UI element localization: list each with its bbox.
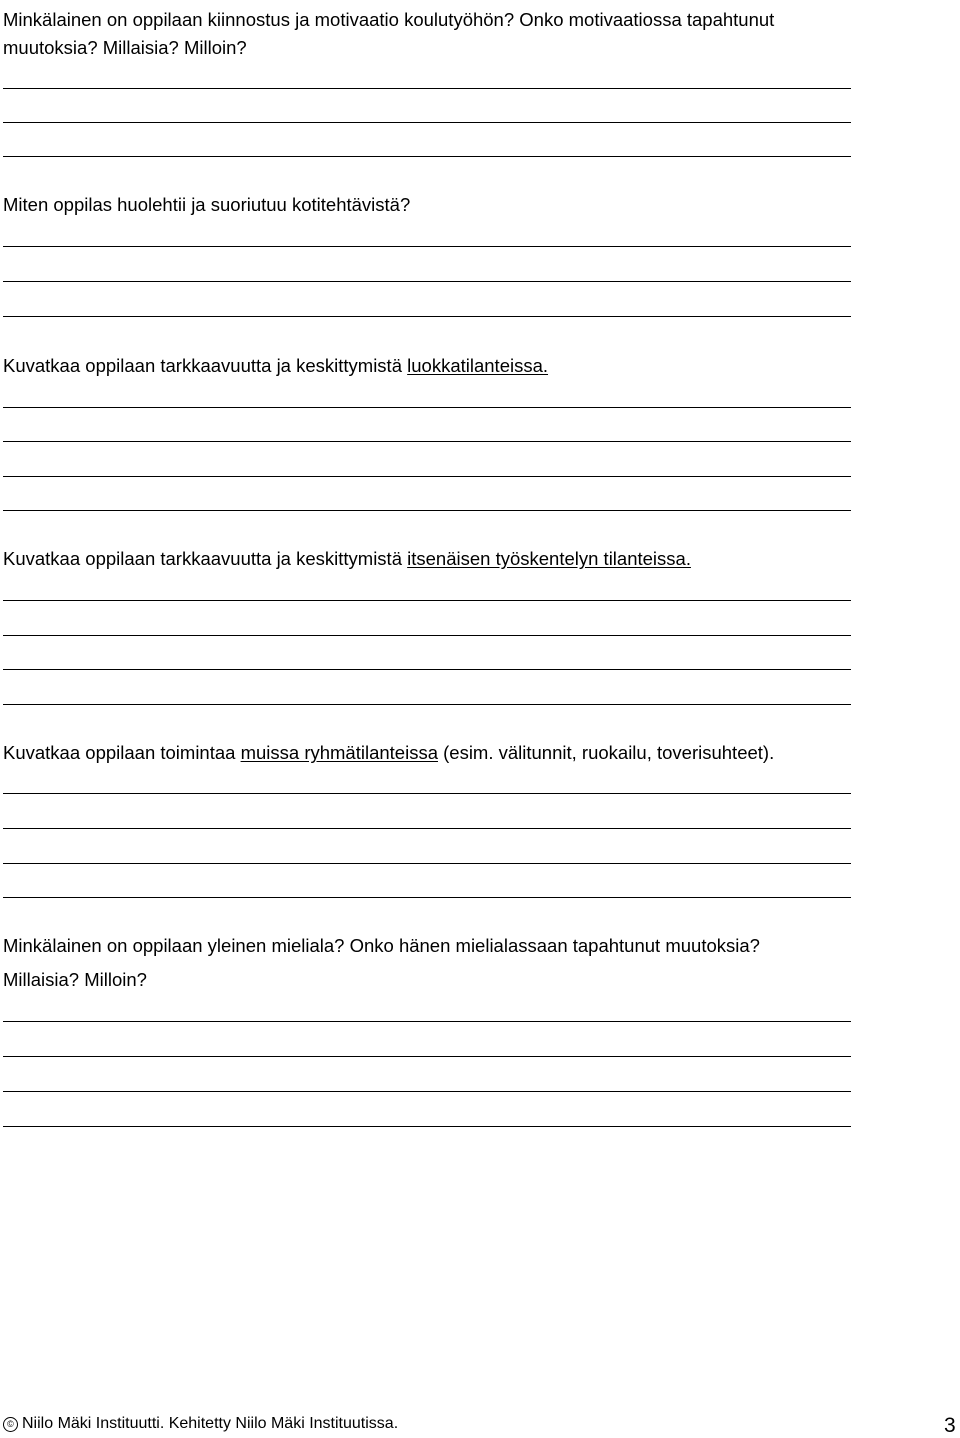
question-suffix: (esim. välitunnit, ruokailu, toverisuhteet). — [437, 742, 775, 763]
question-prefix: Kuvatkaa oppilaan toimintaa — [3, 742, 241, 763]
footer-text: Niilo Mäki Instituutti. Kehitetty Niilo Mäki Instituutissa. — [22, 1415, 399, 1432]
answer-line[interactable] — [3, 156, 851, 157]
answer-line[interactable] — [3, 122, 851, 123]
question-prefix: Kuvatkaa oppilaan tarkkaavuutta ja keskittymistä — [3, 548, 408, 569]
question-mood-line-1: Minkälainen on oppilaan yleinen mieliala? Onko hänen mielialassaan tapahtunut muutoksia? — [3, 935, 760, 956]
answer-line[interactable] — [3, 1091, 851, 1092]
answer-line[interactable] — [3, 704, 851, 705]
answer-line[interactable] — [3, 828, 851, 829]
question-attention-independent-work — [3, 542, 691, 576]
answer-line[interactable] — [3, 600, 851, 601]
footer — [3, 1414, 398, 1434]
page-number: 3 — [944, 1414, 956, 1437]
answer-line[interactable] — [3, 476, 851, 477]
copyright-icon: © — [3, 1417, 18, 1432]
answer-line[interactable] — [3, 897, 851, 898]
question-group-situations — [3, 736, 774, 770]
question-underlined: luokkatilanteissa. — [407, 355, 549, 376]
question-homework: Miten oppilas huolehtii ja suoriutuu kotitehtävistä? — [3, 194, 411, 215]
answer-line[interactable] — [3, 88, 851, 89]
answer-line[interactable] — [3, 316, 851, 317]
answer-line[interactable] — [3, 669, 851, 670]
answer-line[interactable] — [3, 863, 851, 864]
answer-line[interactable] — [3, 441, 851, 442]
question-mood-line-2: Millaisia? Milloin? — [3, 969, 147, 990]
question-prefix: Kuvatkaa oppilaan tarkkaavuutta ja keskittymistä — [3, 355, 408, 376]
answer-line[interactable] — [3, 246, 851, 247]
question-motivation-line-2: muutoksia? Millaisia? Milloin? — [3, 37, 247, 58]
question-motivation-line-1: Minkälainen on oppilaan kiinnostus ja motivaatio koulutyöhön? Onko motivaatiossa tapahtunut — [3, 9, 775, 30]
answer-line[interactable] — [3, 1126, 851, 1127]
answer-line[interactable] — [3, 1056, 851, 1057]
answer-line[interactable] — [3, 281, 851, 282]
answer-line[interactable] — [3, 793, 851, 794]
answer-line[interactable] — [3, 1021, 851, 1022]
answer-line[interactable] — [3, 510, 851, 511]
question-attention-classroom — [3, 349, 548, 383]
answer-line[interactable] — [3, 635, 851, 636]
question-underlined: itsenäisen työskentelyn tilanteissa. — [407, 548, 691, 569]
answer-line[interactable] — [3, 407, 851, 408]
question-underlined: muissa ryhmätilanteissa — [240, 742, 438, 763]
